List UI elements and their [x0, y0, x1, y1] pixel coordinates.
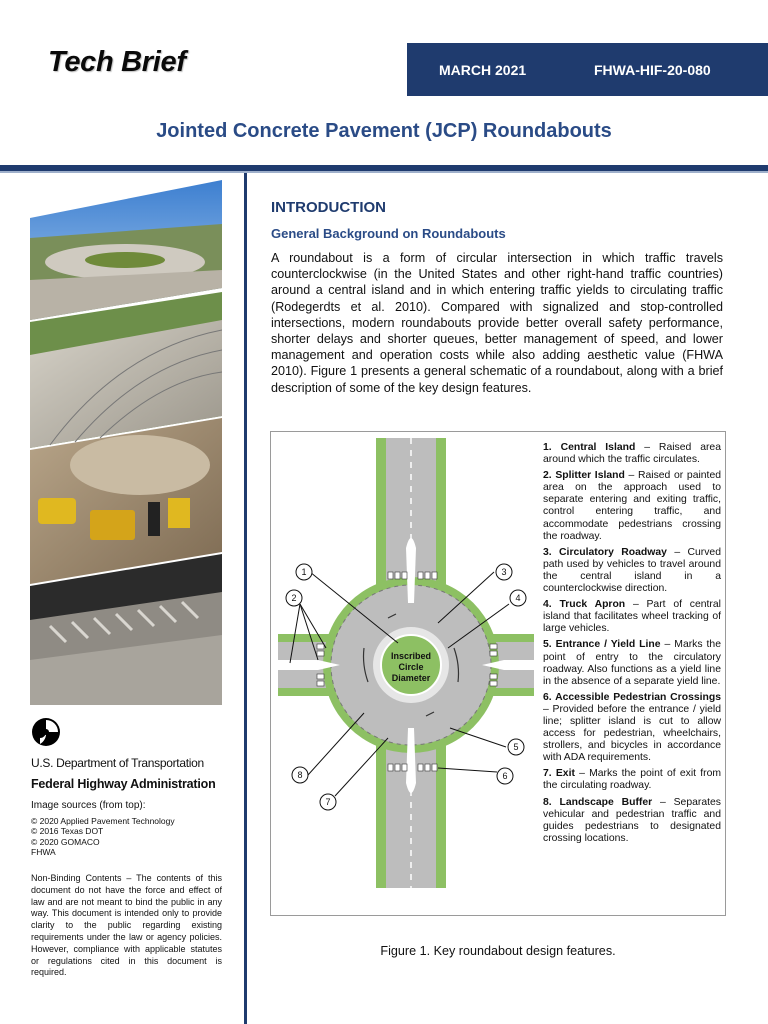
image-source-item: FHWA — [31, 847, 56, 857]
feature-item: 3. Circulatory Roadway – Curved path used by vehicles to travel around the central island in a counterclockwise direction. — [543, 546, 721, 595]
agency-name: U.S. Department of Transportation — [31, 756, 204, 770]
cover-photo-strip — [30, 180, 222, 705]
section-heading: INTRODUCTION — [271, 199, 386, 216]
feature-item: 5. Entrance / Yield Line – Marks the point of entry to the circulatory roadway. Also functions as a yield line in the absence of a separate yield line. — [543, 639, 721, 687]
callout-label: 4 — [515, 593, 521, 603]
figure-caption: Figure 1. Key roundabout design features. — [380, 944, 616, 958]
image-sources-title: Image sources (from top): — [31, 800, 146, 811]
intro-paragraph: A roundabout is a form of circular intersection in which traffic travels counterclockwise (in the United States and other right-hand traffic countries) around a central island and in which entering traffic yields to circulating traffic (Rodegerdts et al. 2010). Compared with signalized and stop-controlled intersections, modern roundabouts provide better overall safety performance, shorter delays and shorter queues, better management of speed, and lower management and operation costs while also adding aesthetic value (FHWA 2010). Figure 1 presents a general schematic of a roundabout, along with a brief description of some of the key design features. — [271, 251, 723, 395]
callout-label: 1 — [301, 567, 307, 577]
image-source-item: © 2020 GOMACO — [31, 836, 100, 847]
roundabout-diagram — [278, 438, 534, 888]
column-divider — [244, 173, 247, 1024]
feature-item: 2. Splitter Island – Raised or painted area on the approach used to separate entering and exiting traffic, control entering traffic, and accommodate pedestrians crossing the roadway. — [543, 470, 721, 542]
center-label-line1: Inscribed — [390, 651, 432, 661]
feature-item: 8. Landscape Buffer – Separates vehicular and pedestrian traffic and guides pedestrians to designated crossing locations. — [543, 796, 721, 844]
callout-label: 2 — [291, 593, 297, 603]
callout-label: 3 — [501, 567, 507, 577]
header-banner — [407, 43, 768, 96]
document-title: Jointed Concrete Pavement (JCP) Roundabouts — [156, 120, 612, 142]
callout-label: 6 — [502, 771, 508, 781]
callout-label: 7 — [325, 797, 331, 807]
usdot-logo-icon — [31, 717, 61, 747]
document-code: FHWA-HIF-20-080 — [594, 62, 711, 78]
center-label-line2: Circle — [398, 662, 424, 672]
header-divider-light — [0, 171, 768, 173]
feature-item: 1. Central Island – Raised area around which the traffic circulates. — [543, 442, 721, 466]
callout-label: 5 — [513, 742, 519, 752]
agency-subname: Federal Highway Administration — [31, 777, 216, 791]
image-source-item: © 2016 Texas DOT — [31, 826, 104, 836]
center-label-line3: Diameter — [391, 673, 431, 683]
image-sources — [31, 801, 231, 858]
design-feature-list — [543, 442, 721, 849]
publication-date: MARCH 2021 — [439, 62, 527, 78]
feature-item: 4. Truck Apron – Part of central island that facilitates wheel tracking of large vehicles. — [543, 599, 721, 635]
non-binding-disclaimer: Non-Binding Contents – The contents of this document do not have the force and effect of law and are not meant to bind the public in any way. This document is intended only to provide clarity to the public regarding existing requirements under the law or agency policies. However, compliance with applicable statutes or regulations cited in this document is required. — [31, 873, 222, 978]
callout-label: 8 — [297, 770, 303, 780]
feature-item: 7. Exit – Marks the point of exit from the circulating roadway. — [543, 768, 722, 792]
feature-item: 6. Accessible Pedestrian Crossings – Provided before the entrance / yield line; splitter island is cut to allow access for pedestrian, wheelchairs, strollers, and bicycles in accordance with ADA requirements. — [543, 691, 721, 764]
subsection-heading: General Background on Roundabouts — [271, 226, 506, 241]
tech-brief-brand: Tech Brief — [48, 46, 186, 78]
image-source-item: © 2020 Applied Pavement Technology — [31, 815, 175, 826]
